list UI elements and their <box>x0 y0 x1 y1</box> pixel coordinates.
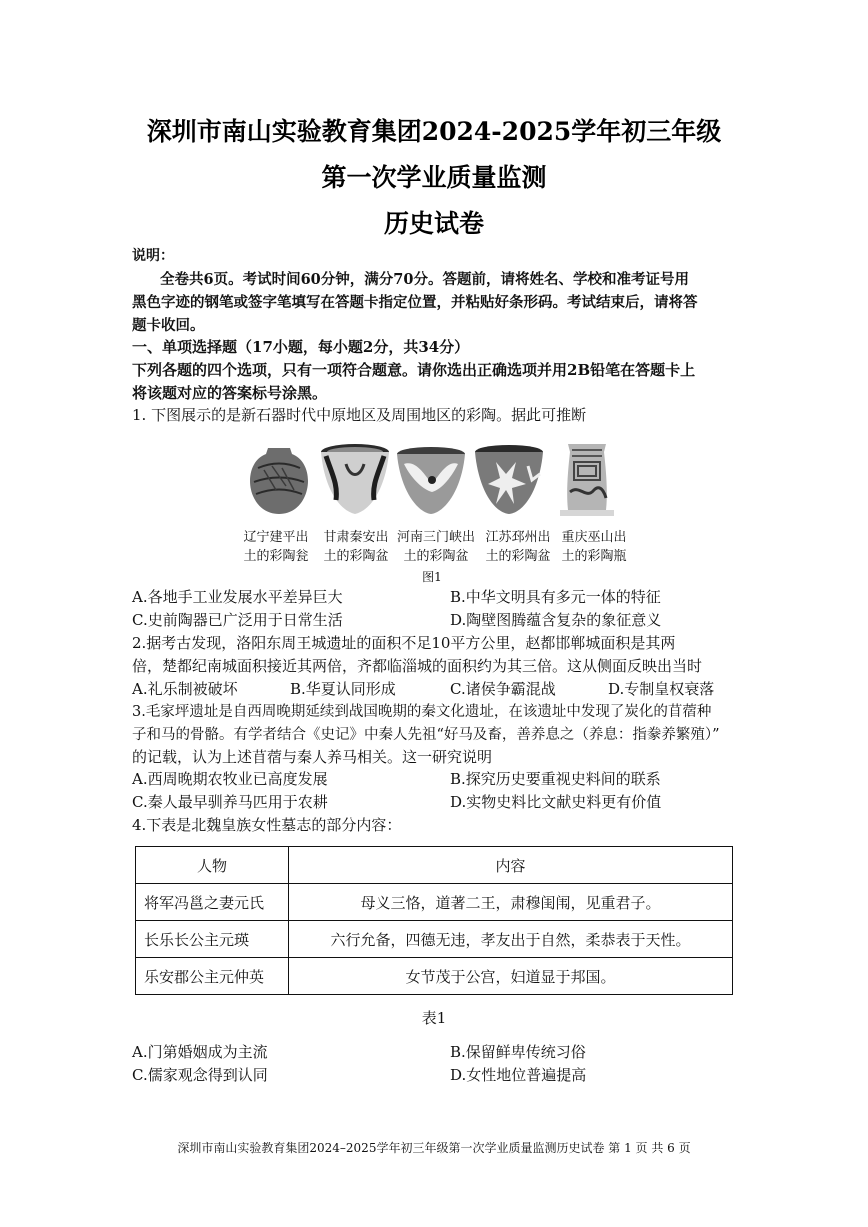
q1-option-a[interactable]: A.各地手工业发展水平差异巨大 <box>132 588 343 606</box>
q2-option-b[interactable]: B.华夏认同形成 <box>290 680 396 698</box>
table-caption: 表1 <box>421 1009 447 1027</box>
figure-caption-3: 河南三门峡出 土的彩陶盆 <box>396 530 475 564</box>
q1-stem: 1. 下图展示的是新石器时代中原地区及周围地区的彩陶。据此可推断 <box>132 406 587 424</box>
q4-option-b[interactable]: B.保留鲜卑传统习俗 <box>450 1043 586 1061</box>
epitaph-table <box>135 846 733 995</box>
q3-option-a[interactable]: A.西周晚期农牧业已高度发展 <box>132 770 328 788</box>
q4-option-a[interactable]: A.门第婚姻成为主流 <box>132 1043 268 1061</box>
exam-title-line3: 历史试卷 <box>383 209 484 238</box>
instructions-line3: 题卡收回。 <box>132 317 205 334</box>
q1-option-c[interactable]: C.史前陶器已广泛用于日常生活 <box>132 611 343 629</box>
table-cell-content: 女节茂于公宫，妇道显于邦国。 <box>289 958 733 995</box>
table-row <box>136 958 733 995</box>
figure-caption-5: 重庆巫山出 土的彩陶瓶 <box>561 530 627 564</box>
exam-title-line2: 第一次学业质量监测 <box>321 163 547 192</box>
q2-option-c[interactable]: C.诸侯争霸混战 <box>450 680 556 698</box>
table-cell-person: 长乐长公主元瑛 <box>136 921 289 958</box>
painted-basin-henan-image <box>394 440 468 520</box>
table-header-content: 内容 <box>289 847 733 884</box>
painted-vase-chongqing-image <box>550 440 624 520</box>
q4-stem: 4.下表是北魏皇族女性墓志的部分内容： <box>132 816 402 834</box>
page-footer: 深圳市南山实验教育集团2024–2025学年初三年级第一次学业质量监测历史试卷 第 1 页 共 6 页 <box>177 1141 691 1155</box>
instructions-label: 说明： <box>132 248 174 264</box>
table-row <box>136 884 733 921</box>
table-cell-content: 母义三恪，道著二王，肃穆闺闱，见重君子。 <box>289 884 733 921</box>
q2-line2: 倍，楚都纪南城面积接近其两倍，齐都临淄城的面积约为其三倍。这从侧面反映出当时 <box>132 657 703 675</box>
figure-caption-1: 辽宁建平出 土的彩陶瓮 <box>243 530 309 564</box>
instructions-line2: 黑色字迹的钢笔或签字笔填写在答题卡指定位置，并粘贴好条形码。考试结束后，请将答 <box>132 294 698 311</box>
pottery-figure <box>240 440 627 584</box>
q3-option-d[interactable]: D.实物史料比文献史料更有价值 <box>450 793 662 811</box>
q3-option-b[interactable]: B.探究历史要重视史料间的联系 <box>450 770 661 788</box>
q3-line2: 子和马的骨骼。有学者结合《史记》中秦人先祖“好马及畜，善养息之（养息：指豢养繁殖）” <box>132 727 720 743</box>
painted-bowl-gansu-image <box>318 440 392 520</box>
table-cell-person: 乐安郡公主元仲英 <box>136 958 289 995</box>
figure-caption-2: 甘肃秦安出 土的彩陶盆 <box>323 530 389 564</box>
painted-jar-image <box>242 440 316 520</box>
q2-option-a[interactable]: A.礼乐制被破坏 <box>132 680 238 698</box>
section1-heading: 一、单项选择题（17小题，每小题2分，共34分） <box>132 338 470 356</box>
section1-desc-line1: 下列各题的四个选项，只有一项符合题意。请你选出正确选项并用2B铅笔在答题卡上 <box>132 361 696 379</box>
instructions-line1: 全卷共6页。考试时间60分钟，满分70分。答题前，请将姓名、学校和准考证号用 <box>160 271 689 288</box>
section1-desc-line2: 将该题对应的答案标号涂黑。 <box>132 384 328 402</box>
q2-option-d[interactable]: D.专制皇权衰落 <box>608 680 715 698</box>
figure-label: 图1 <box>422 570 442 584</box>
table-row <box>136 921 733 958</box>
table-header-person: 人物 <box>136 847 289 884</box>
q4-option-d[interactable]: D.女性地位普遍提高 <box>450 1066 587 1084</box>
exam-title-line1: 深圳市南山实验教育集团2024-2025学年初三年级 <box>146 117 722 146</box>
q3-line3: 的记载，认为上述苜蓿与秦人养马相关。这一研究说明 <box>132 748 493 766</box>
table-cell-content: 六行允备，四德无违，孝友出于自然，柔恭表于天性。 <box>289 921 733 958</box>
q1-option-d[interactable]: D.陶壁图腾蕴含复杂的象征意义 <box>450 611 662 629</box>
figure-caption-4: 江苏邳州出 土的彩陶盆 <box>485 530 551 564</box>
q4-option-c[interactable]: C.儒家观念得到认同 <box>132 1066 268 1084</box>
q3-line1: 3.毛家坪遗址是自西周晚期延续到战国晚期的秦文化遗址，在该遗址中发现了炭化的苜蓿种 <box>132 704 712 720</box>
table-header-row <box>136 847 733 884</box>
q3-option-c[interactable]: C.秦人最早驯养马匹用于农耕 <box>132 793 328 811</box>
q1-option-b[interactable]: B.中华文明具有多元一体的特征 <box>450 588 661 606</box>
table-cell-person: 将军冯邕之妻元氏 <box>136 884 289 921</box>
q2-line1: 2.据考古发现，洛阳东周王城遗址的面积不足10平方公里，赵都邯郸城面积是其两 <box>132 634 676 652</box>
painted-basin-jiangsu-image <box>472 440 546 520</box>
